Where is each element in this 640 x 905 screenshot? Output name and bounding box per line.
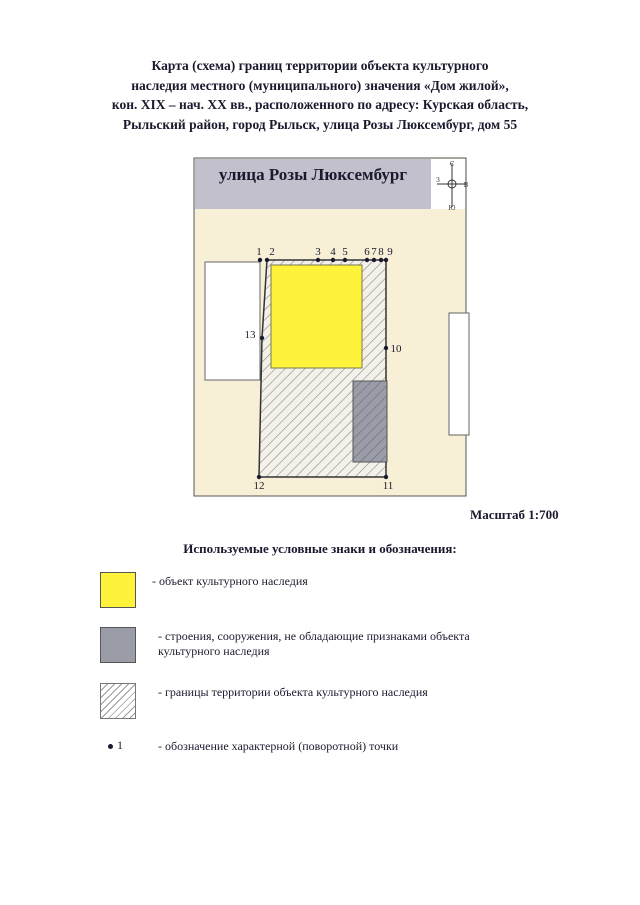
legend-point-symbol <box>108 738 123 753</box>
turning-point-label-9: 9 <box>387 246 393 258</box>
compass-east: В <box>463 182 469 189</box>
turning-point-12 <box>257 475 261 479</box>
title-line-2: наследия местного (муниципального) значения «Дом жилой», <box>131 77 509 93</box>
turning-point-13 <box>260 336 264 340</box>
legend-text-buildings-line2: культурного наследия <box>158 644 270 658</box>
legend-text-buildings-line1: - строения, сооружения, не обладающие признаками объекта <box>158 629 470 643</box>
turning-point-label-4: 4 <box>330 246 336 258</box>
turning-point-8 <box>379 258 383 262</box>
legend-text-point: - обозначение характерной (поворотной) точки <box>158 739 399 753</box>
outbuilding <box>353 381 387 462</box>
compass-north: С <box>449 161 455 168</box>
title-line-1: Карта (схема) границ территории объекта культурного <box>151 58 489 73</box>
turning-point-3 <box>316 258 320 262</box>
compass-rose-icon <box>431 159 469 212</box>
turning-point-label-2: 2 <box>269 246 275 258</box>
turning-point-7 <box>372 258 376 262</box>
street-label: улица Розы Люксембург <box>218 165 408 184</box>
neighbour-building-east <box>449 313 469 435</box>
turning-point-label-12: 12 <box>253 480 265 492</box>
title-line-4: Рыльский район, город Рыльск, улица Розы Люксембург, дом 55 <box>122 116 518 132</box>
title-line-3: кон. XIX – нач. XX вв., расположенного по адресу: Курская область, <box>111 97 529 112</box>
compass-west: З <box>436 177 440 184</box>
turning-point-9 <box>384 258 388 262</box>
legend-title: Используемые условные знаки и обозначения: <box>183 541 457 556</box>
turning-point-1 <box>258 258 262 262</box>
turning-point-label-8: 8 <box>378 246 384 258</box>
turning-point-4 <box>331 258 335 262</box>
map-scale: Масштаб 1:700 <box>470 507 559 522</box>
legend-swatch-buildings <box>100 627 136 663</box>
turning-point-label-11: 11 <box>382 480 394 492</box>
turning-point-5 <box>343 258 347 262</box>
turning-point-label-6: 6 <box>364 246 370 258</box>
legend-point-label: 1 <box>117 738 123 752</box>
point-dot-icon <box>108 744 113 749</box>
turning-point-6 <box>365 258 369 262</box>
turning-point-label-1: 1 <box>256 246 262 258</box>
turning-point-label-3: 3 <box>315 246 321 258</box>
legend-swatch-territory <box>100 683 136 719</box>
turning-point-label-10: 10 <box>390 343 402 355</box>
neighbour-building-west <box>205 262 260 380</box>
compass-south: Ю <box>448 205 456 212</box>
legend-text-buildings <box>158 629 470 659</box>
turning-point-label-13: 13 <box>244 329 256 341</box>
turning-point-label-5: 5 <box>342 246 348 258</box>
turning-point-2 <box>265 258 269 262</box>
legend-text-heritage: - объект культурного наследия <box>152 574 308 588</box>
heritage-object <box>271 265 362 368</box>
turning-point-10 <box>384 346 388 350</box>
turning-point-11 <box>384 475 388 479</box>
turning-point-label-7: 7 <box>371 246 377 258</box>
legend-text-territory: - границы территории объекта культурного наследия <box>158 685 428 699</box>
legend-swatch-heritage <box>100 572 136 608</box>
